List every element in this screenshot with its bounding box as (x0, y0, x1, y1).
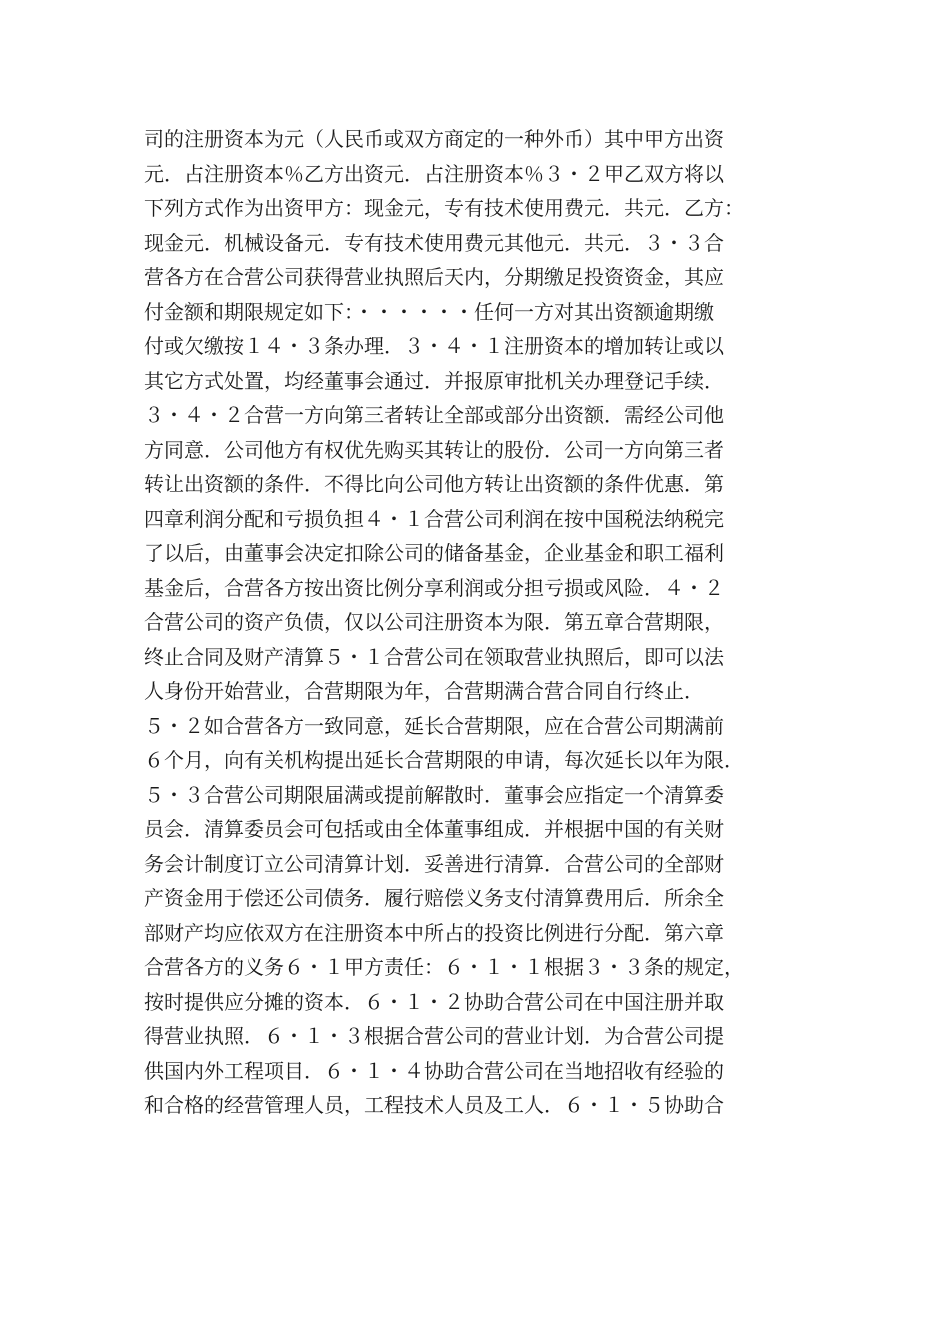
text-line: 合营公司的资产负债，仅以公司注册资本为限．第五章合营期限， (144, 610, 724, 634)
text-line: 得营业执照．６・１・３根据合营公司的营业计划．为合营公司提 (144, 1024, 724, 1048)
text-line: 元．占注册资本％乙方出资元．占注册资本％３・２甲乙双方将以 (144, 161, 724, 186)
text-line: ６个月，向有关机构提出延长合营期限的申请，每次延长以年为限． (144, 748, 744, 772)
text-line: 按时提供应分摊的资本．６・１・２协助合营公司在中国注册并取 (144, 989, 724, 1014)
text-line: ５・３合营公司期限届满或提前解散时．董事会应指定一个清算委 (144, 782, 724, 807)
body-text (144, 122, 814, 1123)
text-line: 司的注册资本为元（人民币或双方商定的一种外币）其中甲方出资 (144, 127, 724, 151)
text-line: 营各方在合营公司获得营业执照后天内，分期缴足投资资金，其应 (144, 265, 724, 289)
text-line: 方同意．公司他方有权优先购买其转让的股份．公司一方向第三者 (144, 437, 724, 462)
text-line: ３・４・２合营一方向第三者转让全部或部分出资额．需经公司他 (144, 403, 724, 427)
text-line: 付金额和期限规定如下：・・・・・・任何一方对其出资额逾期缴 (144, 299, 714, 324)
text-line: 和合格的经营管理人员，工程技术人员及工人．６・１・５协助合 (144, 1093, 724, 1117)
text-line: 了以后，由董事会决定扣除公司的储备基金，企业基金和职工福利 (144, 541, 724, 565)
text-line: 基金后，合营各方按出资比例分享利润或分担亏损或风险．４・２ (144, 575, 724, 600)
text-line: 员会．清算委员会可包括或由全体董事组成．并根据中国的有关财 (144, 817, 724, 841)
text-line: 务会计制度订立公司清算计划．妥善进行清算．合营公司的全部财 (144, 851, 724, 876)
text-line: 其它方式处置，均经董事会通过．并报原审批机关办理登记手续． (144, 368, 724, 393)
text-line: 四章利润分配和亏损负担４・１合营公司利润在按中国税法纳税完 (144, 506, 724, 531)
text-line: 现金元．机械设备元．专有技术使用费元其他元．共元．３・３合 (144, 230, 724, 255)
text-line: 合营各方的义务６・１甲方责任：６・１・１根据３・３条的规定， (144, 955, 744, 979)
text-line: 人身份开始营业，合营期限为年，合营期满合营合同自行终止． (144, 679, 704, 703)
text-line: 产资金用于偿还公司债务．履行赔偿义务支付清算费用后．所余全 (144, 886, 724, 910)
text-line: 付或欠缴按１４・３条办理．３・４・１注册资本的增加转让或以 (144, 334, 724, 358)
text-line: 终止合同及财产清算５・１合营公司在领取营业执照后，即可以法 (144, 644, 724, 669)
text-line: 转让出资额的条件．不得比向公司他方转让出资额的条件优惠．第 (144, 472, 724, 496)
text-line: 部财产均应依双方在注册资本中所占的投资比例进行分配．第六章 (144, 920, 724, 945)
text-line: 供国内外工程项目．６・１・４协助合营公司在当地招收有经验的 (144, 1058, 724, 1083)
text-line: ５・２如合营各方一致同意，延长合营期限，应在合营公司期满前 (144, 713, 724, 738)
text-line: 下列方式作为出资甲方：现金元，专有技术使用费元．共元．乙方： (144, 196, 744, 220)
